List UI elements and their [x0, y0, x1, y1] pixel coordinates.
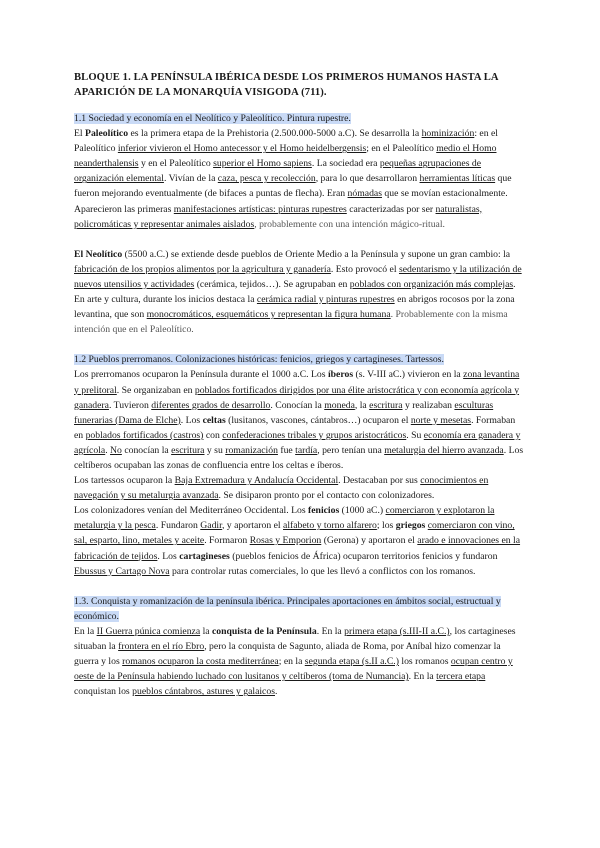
- text-run: (pueblos fenicios de África) ocuparon territorios fenicios y fundaron: [229, 550, 498, 562]
- underlined-phrase: confederaciones tribales y grupos aristocráticos: [222, 429, 407, 441]
- text-run: conocían la: [121, 444, 172, 456]
- prerromanos-paragraph: [74, 367, 526, 473]
- section-1-heading: 1.1 Sociedad y economía en el Neolítico y Paleolítico. Pintura rupestre.: [74, 113, 351, 124]
- bold-term: cartagineses: [179, 550, 230, 562]
- underlined-phrase: manifestaciones artísticas: pinturas rupestres: [173, 203, 347, 215]
- underlined-phrase: hominización: [421, 128, 475, 140]
- text-run: . Los: [180, 414, 203, 426]
- text-run: . En arte y cultura, durante los inicios destaca la: [74, 278, 516, 306]
- underlined-phrase: pequeñas agrupaciones de organización elemental: [74, 158, 482, 185]
- underlined-phrase: segunda etapa (s.II a.C.): [304, 656, 399, 668]
- underlined-phrase: fabricación de los propios alimentos por la agricultura y ganadería: [74, 263, 331, 275]
- text-run: con: [203, 429, 223, 441]
- text-run: y su: [204, 444, 226, 456]
- underlined-phrase: conocimientos en navegación y su metalurgia avanzada: [74, 475, 489, 502]
- text-run: . Tuvieron: [108, 399, 152, 411]
- underlined-phrase: moneda: [324, 399, 355, 411]
- text-run: , la: [354, 399, 370, 411]
- text-run: . Formaban en: [74, 414, 516, 441]
- tartessos-paragraph: [74, 473, 526, 503]
- spacer: [74, 579, 526, 594]
- underlined-phrase: comerciaron con vino, sal, esparto, lino, metales y aceite: [74, 520, 515, 547]
- text-run: (s. V-III aC.) vivieron en la: [353, 369, 464, 381]
- underlined-phrase: caza, pesca y recolección: [217, 173, 316, 185]
- neolitico-paragraph: [74, 247, 526, 338]
- underlined-phrase: naturalistas, policromáticas y representar animales aislados: [74, 203, 483, 230]
- text-run: . Se disiparon pronto por el contacto con colonizadores.: [218, 490, 435, 502]
- bold-term: griegos: [395, 520, 426, 532]
- underlined-phrase: tardía: [295, 444, 318, 456]
- document-title: BLOQUE 1. LA PENÍNSULA IBÉRICA DESDE LOS PRIMEROS HUMANOS HASTA LA APARICIÓN DE LA MONARQUÍA VISIGODA (711).: [74, 72, 499, 98]
- underlined-phrase: Baja Extremadura y Andalucía Occidental: [174, 475, 339, 487]
- underlined-phrase: tercera etapa: [436, 671, 486, 683]
- underlined-phrase: metalurgia del hierro avanzada: [384, 444, 504, 456]
- text-run: , pero la conquista de Sagunto, aliada de Roma, por Aníbal hizo comenzar la guerra y los: [74, 641, 501, 668]
- underlined-phrase: comerciaron y explotaron la metalurgia y la pesca: [74, 505, 495, 532]
- text-run: . Los celtíberos ocupaban las zonas de confluencia entre los celtas e íberos.: [74, 444, 524, 471]
- underlined-phrase: poblados fortificados dirigidos por una élite aristocrática y con economía agrícola y ganadera: [74, 384, 520, 411]
- text-run: para controlar rutas comerciales, lo que les llevó a conflictos con los romanos.: [169, 565, 476, 577]
- underlined-phrase: zona levantina y prelitoral: [74, 369, 520, 396]
- underlined-phrase: superior el Homo sapiens: [213, 158, 312, 170]
- text-run: .: [105, 444, 111, 456]
- spacer: [74, 232, 526, 247]
- text-run: ; los: [376, 520, 396, 532]
- underlined-phrase: poblados fortificados (castros): [85, 429, 204, 441]
- text-run: conquistan los: [74, 686, 133, 698]
- underlined-phrase: arado e innovaciones en la fabricación de tejidos: [74, 535, 521, 562]
- text-run: ; en el Paleolítico: [366, 143, 437, 155]
- text-run: Los tartessos ocuparon la: [74, 475, 175, 487]
- text-run: , y aportaron el: [221, 520, 284, 532]
- text-run: que fueron mejorando eventualmente (de bifaces a puntas de flecha). Eran: [74, 173, 512, 200]
- underlined-phrase: monocromáticos, esquemáticos y representan la figura humana: [146, 309, 391, 321]
- text-run: , pero tenían una: [317, 444, 385, 456]
- underlined-phrase: escritura: [171, 444, 205, 456]
- underlined-phrase: diferentes grados de desarrollo: [151, 399, 271, 411]
- grey-text: , probablemente con una intención mágico-ritual.: [254, 218, 445, 230]
- underlined-phrase: ocupan centro y oeste de la Península habiendo luchado con lusitanos y celtíberos (toma de Numancia): [74, 656, 513, 683]
- text-run: (Gerona) y aportaron el: [321, 535, 418, 547]
- underlined-phrase: Rosas y Emporion: [249, 535, 322, 547]
- text-run: los romanos: [398, 656, 451, 668]
- document-body: [74, 70, 526, 699]
- underlined-phrase: herramientas líticas: [419, 173, 496, 185]
- underlined-phrase: No: [110, 444, 122, 456]
- underlined-phrase: escritura: [369, 399, 403, 411]
- text-run: fue: [277, 444, 296, 456]
- text-run: Los prerromanos ocuparon la Península durante el 1000 a.C. Los: [74, 369, 328, 381]
- text-run: : en el Paleolítico: [74, 128, 498, 155]
- text-run: Los colonizadores venían del Mediterráneo Occidental. Los: [74, 505, 309, 517]
- underlined-phrase: Ebussus y Cartago Nova: [74, 565, 170, 577]
- text-run: En la: [74, 625, 97, 637]
- conquista-paragraph: [74, 624, 526, 699]
- underlined-phrase: nómadas: [347, 188, 382, 200]
- text-run: . Los: [157, 550, 180, 562]
- section-3-heading-wrap: [74, 594, 526, 624]
- text-run: (lusitanos, vascones, cántabros…) ocuparon el: [225, 414, 411, 426]
- text-run: (1000 aC.): [339, 505, 386, 517]
- underlined-phrase: poblados con organización más complejas: [349, 278, 514, 290]
- bold-term: celtas: [202, 414, 226, 426]
- text-run: . En la: [316, 625, 345, 637]
- text-run: . Conocían la: [270, 399, 325, 411]
- text-run: caracterizadas por ser: [346, 203, 436, 215]
- underlined-phrase: frontera en el río Ebro: [118, 641, 205, 652]
- bold-term: Paleolítico: [85, 128, 129, 140]
- text-run: . Se organizaban en: [116, 384, 195, 396]
- underlined-phrase: primera etapa (s.III-II a.C.): [344, 625, 450, 637]
- text-run: . Esto provocó el: [330, 263, 399, 275]
- underlined-phrase: alfabeto y torno alfarero: [283, 520, 377, 532]
- text-run: la: [200, 625, 212, 637]
- text-run: , para lo que desarrollaron: [315, 173, 420, 185]
- underlined-phrase: romanización: [225, 444, 278, 456]
- text-run: que se movían estacionalmente. Aparecieron las primeras: [74, 188, 508, 215]
- text-run: ; en la: [278, 656, 305, 668]
- text-run: . Formaron: [204, 535, 250, 547]
- underlined-phrase: II Guerra púnica comienza: [96, 625, 201, 637]
- bold-term: El Neolítico: [74, 248, 123, 260]
- colonizadores-paragraph: [74, 503, 526, 578]
- section-2-heading-wrap: [74, 352, 526, 367]
- underlined-phrase: inferior vivieron el Homo antecessor y el Homo heidelbergensis: [117, 143, 367, 155]
- text-run: y en el Paleolítico: [138, 158, 214, 170]
- text-run: , los cartagineses situaban la: [74, 625, 516, 652]
- underlined-phrase: medio el Homo neanderthalensis: [74, 143, 497, 170]
- text-run: . En la: [408, 671, 437, 683]
- section-1-heading-wrap: [74, 111, 526, 126]
- underlined-phrase: norte y mesetas: [410, 414, 472, 426]
- bold-term: íberos: [327, 369, 354, 381]
- text-run: y realizaban: [402, 399, 455, 411]
- text-run: . Destacaban por sus: [338, 475, 421, 487]
- section-2-heading: 1.2 Pueblos prerromanos. Colonizaciones históricas: fenicios, griegos y cartagineses. Tartessos.: [74, 354, 444, 366]
- text-run: (5500 a.C.) se extiende desde pueblos de Oriente Medio a la Península y supone un gran cambio: la: [122, 248, 511, 260]
- underlined-phrase: economía era ganadera y agrícola: [74, 429, 521, 456]
- underlined-phrase: Gadir: [200, 520, 222, 532]
- underlined-phrase: romanos ocuparon la costa mediterránea: [122, 656, 279, 668]
- text-run: . Su: [406, 429, 424, 441]
- bold-term: conquista de la Península: [212, 625, 317, 637]
- grey-text: . Probablemente con la misma intención que en el Paleolítico.: [74, 309, 508, 336]
- text-run: . La sociedad era: [311, 158, 380, 170]
- underlined-phrase: sedentarismo y la utilización de nuevos utensilios y actividades: [74, 263, 522, 290]
- bold-term: fenicios: [308, 505, 340, 517]
- text-run: . Fundaron: [155, 520, 201, 532]
- underlined-phrase: pueblos cántabros, astures y galaicos: [132, 686, 275, 698]
- underlined-phrase: cerámica radial y pinturas rupestres: [256, 294, 395, 306]
- section-3-heading: 1.3. Conquista y romanización de la península ibérica. Principales aportaciones en ámbitos social, estructual y económico.: [74, 595, 501, 622]
- text-run: . Vivían de la: [163, 173, 218, 185]
- text-run: El: [74, 128, 86, 140]
- spacer: [74, 337, 526, 352]
- text-run: (cerámica, tejidos…). Se agrupaban en: [194, 278, 350, 290]
- paleolitico-paragraph: [74, 126, 526, 232]
- underlined-phrase: esculturas funerarias (Dama de Elche): [74, 399, 494, 426]
- text-run: .: [274, 686, 278, 698]
- text-run: es la primera etapa de la Prehistoria (2.500.000-5000 a.C). Se desarrolla la: [128, 128, 422, 140]
- text-run: en abrigos rocosos por la zona levantina, que son: [74, 294, 515, 321]
